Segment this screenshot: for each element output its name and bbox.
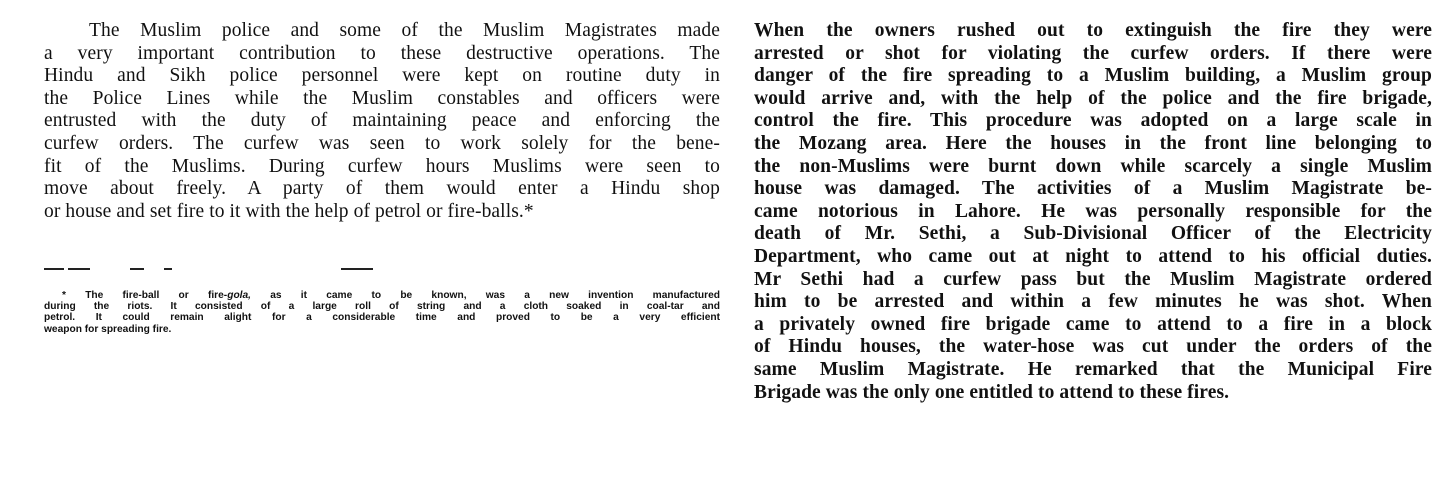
footnote-text: The fire-ball or fire- (85, 290, 228, 301)
paragraph-line: fit of the Muslims. During curfew hours Muslims were seen to (44, 155, 720, 177)
paragraph-line: house was damaged. The activities of a Muslim Magistrate be- (754, 178, 1432, 200)
separator-dash (164, 268, 172, 270)
paragraph-line: same Muslim Magistrate. He remarked that the Municipal Fire (754, 358, 1432, 380)
paragraph-line: Department, who came out at night to attend to his official duties. (754, 245, 1432, 267)
paragraph-line: danger of the fire spreading to a Muslim building, a Muslim group (754, 65, 1432, 87)
left-column (44, 20, 720, 223)
footnote (44, 290, 720, 335)
paragraph-line: curfew orders. The curfew was seen to work solely for the bene- (44, 132, 720, 154)
paragraph-line: death of Mr. Sethi, a Sub-Divisional Officer of the Electricity (754, 223, 1432, 245)
footnote-line: during the riots. It consisted of a large roll of string and a cloth soaked in coal-tar and (44, 301, 720, 313)
footnote-italic-term: gola, (227, 290, 251, 301)
footnote-separator (44, 268, 384, 272)
paragraph-line: control the fire. This procedure was adopted on a large scale in (754, 110, 1432, 132)
paragraph-line: Mr Sethi had a curfew pass but the Muslim Magistrate ordered (754, 268, 1432, 290)
paragraph-line: a privately owned fire brigade came to attend to a fire in a block (754, 313, 1432, 335)
paragraph-line: The Muslim police and some of the Muslim Magistrates made (89, 20, 720, 41)
separator-dash (68, 268, 90, 270)
paragraph-line: came notorious in Lahore. He was personally responsible for the (754, 200, 1432, 222)
footnote-text: as it came to be known, was a new invention manufactured (251, 290, 720, 301)
paragraph-line: or house and set fire to it with the help of petrol or fire-balls.* (44, 200, 534, 222)
right-column (754, 20, 1432, 404)
paragraph-line: Brigade was the only one entitled to attend to these fires. (754, 381, 1230, 403)
footnote-line: weapon for spreading fire. (44, 323, 172, 335)
paragraph-line: move about freely. A party of them would enter a Hindu shop (44, 178, 720, 200)
footnote-line: petrol. It could remain alight for a considerable time and proved to be a very efficient (44, 312, 720, 324)
paragraph-line: the Police Lines while the Muslim constables and officers were (44, 87, 720, 109)
paragraph-line: of Hindu houses, the water-hose was cut under the orders of the (754, 336, 1432, 358)
paragraph-line: the Mozang area. Here the houses in the front line belonging to (754, 132, 1432, 154)
separator-dash (130, 268, 144, 270)
footnote-marker: * (62, 290, 66, 301)
footnote-line (44, 290, 720, 301)
paragraph-line: would arrive and, with the help of the police and the fire brigade, (754, 87, 1432, 109)
paragraph-line: When the owners rushed out to extinguish the fire they were (754, 20, 1432, 41)
separator-dash (44, 268, 64, 270)
separator-dash (341, 268, 373, 270)
paragraph-line: Hindu and Sikh police personnel were kept on routine duty in (44, 65, 720, 87)
paragraph-line: him to be arrested and within a few minutes he was shot. When (754, 291, 1432, 313)
paragraph-line: entrusted with the duty of maintaining peace and enforcing the (44, 110, 720, 132)
paragraph-line: a very important contribution to these destructive operations. The (44, 42, 720, 64)
paragraph-line: arrested or shot for violating the curfew orders. If there were (754, 42, 1432, 64)
paragraph-line: the non-Muslims were burnt down while scarcely a single Muslim (754, 155, 1432, 177)
